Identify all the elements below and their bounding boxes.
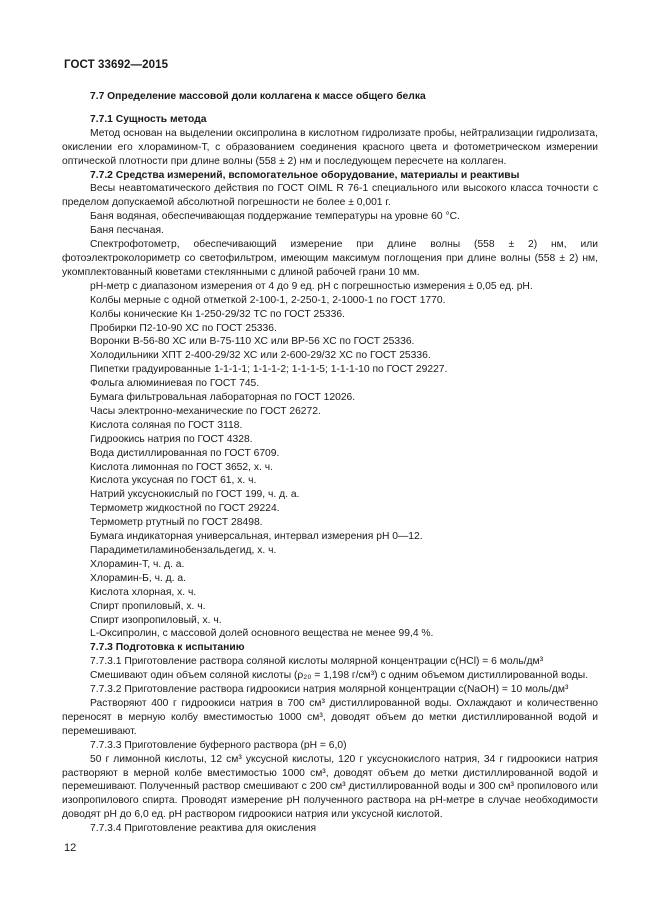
paragraph-7734-title: 7.7.3.4 Приготовление реактива для окисления bbox=[90, 823, 317, 835]
list-item: Колбы мерные с одной отметкой 2-100-1, 2-250-1, 2-1000-1 по ГОСТ 1770. bbox=[90, 294, 446, 306]
list-item: Кислота соляная по ГОСТ 3118. bbox=[90, 419, 243, 431]
page-number: 12 bbox=[64, 842, 77, 854]
paragraph-7731-text: Смешивают один объем соляной кислоты (ρ₂₀ = 1,198 г/см³) с одним объемом дистиллированной воды. bbox=[90, 670, 589, 682]
equipment-list bbox=[62, 280, 598, 642]
list-item: Бумага фильтровальная лабораторная по ГОСТ 12026. bbox=[90, 392, 356, 404]
subsection-771-title: 7.7.1 Сущность метода bbox=[90, 113, 207, 125]
paragraph-7733-text: 50 г лимонной кислоты, 12 см³ уксусной кислоты, 120 г уксуснокислого натрия, 34 г гидроокиси натрия растворяют в мерной колбе вместимостью 1000 см³, доводят объем до метки дистиллированной водой и перемешивают. Полученный раствор смешивают с 200 см³ дистиллированной воды и 300 см³ пропилового или изопропилового спирта. Проводят измерение рН полученного раствора на рН-метре в случае необходимости доводят рН до 6,0 ед. рН раствором гидроокиси натрия или уксусной кислотой. bbox=[62, 753, 598, 821]
list-item: Термометр ртутный по ГОСТ 28498. bbox=[90, 517, 263, 529]
list-item: Натрий уксуснокислый по ГОСТ 199, ч. д. а. bbox=[90, 489, 300, 501]
list-item: Часы электронно-механические по ГОСТ 26272. bbox=[90, 405, 321, 417]
subsection-773-title: 7.7.3 Подготовка к испытанию bbox=[90, 642, 245, 654]
list-item: Холодильники ХПТ 2-400-29/32 ХС или 2-600-29/32 ХС по ГОСТ 25336. bbox=[90, 350, 431, 362]
spectrophotometer-paragraph: Спектрофотометр, обеспечивающий измерение при длине волны (558 ± 2) нм, или фотоэлектроколориметр со светофильтром, имеющим максимум поглощения при длине волны (558 ± 2) нм, укомплектованный кюветами стеклянными с длиной рабочей грани 10 мм. bbox=[62, 239, 598, 278]
list-item: Вода дистиллированная по ГОСТ 6709. bbox=[90, 447, 280, 459]
scales-paragraph: Весы неавтоматического действия по ГОСТ OIML R 76-1 специального или высокого класса точности с пределом допускаемой абсолютной погрешности не более ± 0,001 г. bbox=[62, 183, 598, 209]
list-item: Воронки В-56-80 ХС или В-75-110 ХС или ВР-56 ХС по ГОСТ 25336. bbox=[90, 336, 415, 348]
list-item: Парадиметиламинобензальдегид, х. ч. bbox=[90, 545, 277, 556]
waterbath-paragraph: Баня водяная, обеспечивающая поддержание температуры на уровне 60 °С. bbox=[90, 211, 460, 223]
list-item: Хлорамин-Т, ч. д. а. bbox=[90, 558, 185, 570]
list-item: Хлорамин-Б, ч. д. а. bbox=[90, 572, 187, 584]
list-item: Гидроокись натрия по ГОСТ 4328. bbox=[90, 433, 253, 445]
method-description: Метод основан на выделении оксипролина в кислотном гидролизате пробы, нейтрализации гидролизата, окислении его хлорамином-Т, с образованием соединения красного цвета и фотометрическом измерении оптической плотности при длине волны (558 ± 2) нм и последующем пересчете на коллаген. bbox=[62, 127, 598, 167]
paragraph-7732-text: Растворяют 400 г гидроокиси натрия в 700 см³ дистиллированной воды. Охлаждают и количественно переносят в мерную колбу вместимостью 1000 см³, доводят объем до метки дистиллированной водой и перемешивают. bbox=[62, 697, 598, 737]
list-item: Кислота лимонная по ГОСТ 3652, х. ч. bbox=[90, 461, 273, 473]
list-item: Кислота уксусная по ГОСТ 61, х. ч. bbox=[90, 475, 257, 487]
list-item: Пробирки П2-10-90 ХС по ГОСТ 25336. bbox=[90, 322, 277, 334]
sandbath-paragraph: Баня песчаная. bbox=[90, 225, 164, 237]
list-item: L-Оксипролин, с массовой долей основного вещества не менее 99,4 %. bbox=[90, 628, 434, 640]
paragraph-7732-title: 7.7.3.2 Приготовление раствора гидроокиси натрия молярной концентрации c(NaOH) = 10 моль/дм³ bbox=[90, 684, 569, 696]
standard-header: ГОСТ 33692—2015 bbox=[64, 59, 169, 71]
list-item: Спирт пропиловый, х. ч. bbox=[90, 600, 206, 612]
paragraph-7733-title: 7.7.3.3 Приготовление буферного раствора (рН = 6,0) bbox=[90, 739, 347, 751]
document-body bbox=[62, 88, 598, 836]
list-item: рН-метр с диапазоном измерения от 4 до 9 ед. рН с погрешностью измерения ± 0,05 ед. рН. bbox=[90, 280, 533, 292]
list-item: Фольга алюминиевая по ГОСТ 745. bbox=[90, 378, 260, 390]
list-item: Кислота хлорная, х. ч. bbox=[90, 586, 197, 598]
list-item: Термометр жидкостной по ГОСТ 29224. bbox=[90, 503, 280, 515]
list-item: Колбы конические Кн 1-250-29/32 ТС по ГОСТ 25336. bbox=[90, 308, 345, 320]
section-title: 7.7 Определение массовой доли коллагена к массе общего белка bbox=[90, 91, 426, 102]
list-item: Бумага индикаторная универсальная, интервал измерения рН 0—12. bbox=[90, 531, 423, 543]
list-item: Пипетки градуированные 1-1-1-1; 1-1-1-2; 1-1-1-5; 1-1-1-10 по ГОСТ 29227. bbox=[90, 364, 448, 376]
paragraph-7731-title: 7.7.3.1 Приготовление раствора соляной кислоты молярной концентрации c(HCl) = 6 моль/дм³ bbox=[90, 656, 544, 668]
list-item: Спирт изопропиловый, х. ч. bbox=[90, 614, 222, 626]
subsection-772-title: 7.7.2 Средства измерений, вспомогательное оборудование, материалы и реактивы bbox=[90, 169, 520, 181]
